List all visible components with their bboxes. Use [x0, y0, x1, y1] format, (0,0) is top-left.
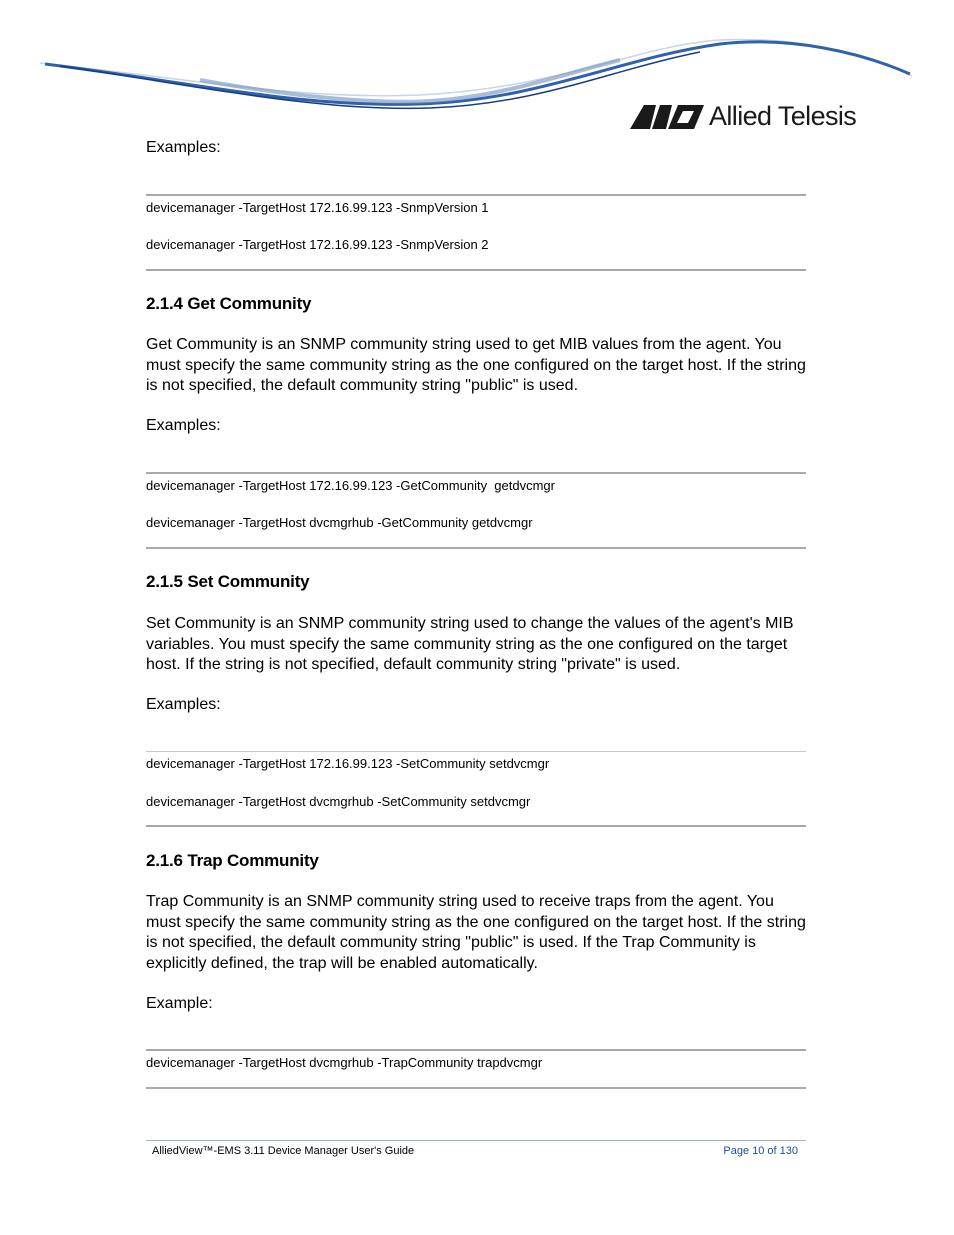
get-community-body: Get Community is an SNMP community string used to get MIB values from the agent. You must specify the same community string as the one configured on the target host. If the string is not specified, the default community string "public" is used. — [146, 336, 806, 394]
code-block-top-rule — [146, 194, 806, 196]
code-line: devicemanager -TargetHost 172.16.99.123 -SetCommunity setdvcmgr — [146, 756, 550, 771]
code-line: devicemanager -TargetHost 172.16.99.123 -GetCommunity getdvcmgr — [146, 478, 555, 493]
code-line: devicemanager -TargetHost dvcmgrhub -GetCommunity getdvcmgr — [146, 515, 533, 530]
code-block-top-rule — [146, 472, 806, 474]
example-label: Example: — [146, 995, 213, 1012]
section-heading-trap-community: 2.1.6 Trap Community — [146, 851, 319, 870]
logo-text: Allied Telesis — [709, 100, 857, 131]
code-block-bottom-rule — [146, 1087, 806, 1089]
code-block-top-rule — [146, 1049, 806, 1051]
examples-label: Examples: — [146, 139, 221, 156]
code-line: devicemanager -TargetHost 172.16.99.123 -SnmpVersion 2 — [146, 237, 489, 252]
set-community-body: Set Community is an SNMP community string used to change the values of the agent's MIB variables. You must specify the same community string as the one configured on the target host. If the string is not specified, default community string "private" is used. — [146, 615, 794, 673]
code-block-bottom-rule — [146, 547, 806, 549]
section-heading-get-community: 2.1.4 Get Community — [146, 294, 312, 313]
code-line: devicemanager -TargetHost dvcmgrhub -SetCommunity setdvcmgr — [146, 794, 531, 809]
examples-label: Examples: — [146, 696, 221, 713]
code-line: devicemanager -TargetHost 172.16.99.123 -SnmpVersion 1 — [146, 200, 489, 215]
footer-document-title: AlliedView™-EMS 3.11 Device Manager User's Guide — [152, 1145, 415, 1157]
allied-telesis-logo — [630, 101, 856, 131]
footer-rule — [146, 1140, 806, 1141]
code-block-bottom-rule — [146, 269, 806, 271]
allied-telesis-logo-mark-icon — [630, 103, 704, 129]
section-heading-set-community: 2.1.5 Set Community — [146, 572, 310, 591]
trap-community-body: Trap Community is an SNMP community string used to receive traps from the agent. You must specify the same community string as the one configured on the target host. If the string is not specified, the default community string "public" is used. If the Trap Community is explicitly defined, the trap will be enabled automatically. — [146, 893, 806, 972]
code-block-top-rule — [146, 751, 806, 752]
examples-label: Examples: — [146, 417, 221, 434]
code-line: devicemanager -TargetHost dvcmgrhub -TrapCommunity trapdvcmgr — [146, 1055, 543, 1070]
footer-page-number: Page 10 of 130 — [723, 1145, 798, 1157]
code-block-bottom-rule — [146, 825, 806, 827]
